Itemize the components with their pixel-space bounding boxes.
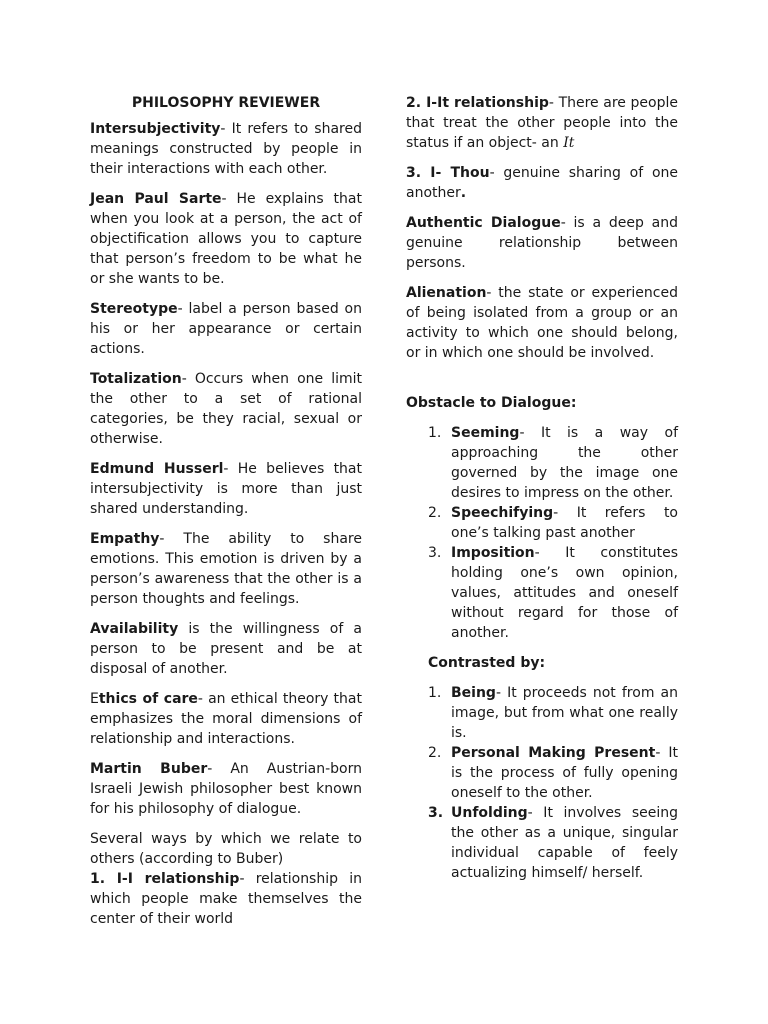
list-item xyxy=(406,503,678,543)
definition: - It constitutes holding one’s own opinion, values, attitudes and oneself without regard for those of another. xyxy=(451,545,678,641)
list-item xyxy=(406,803,678,883)
definition: - genuine sharing of one another xyxy=(406,165,678,201)
definition: - It proceeds not from an image, but from what one really is. xyxy=(451,685,678,741)
definition: - It is a way of approaching the other governed by the image one desires to impress on the other. xyxy=(451,425,678,501)
list-number: 1. xyxy=(428,425,442,441)
list-item xyxy=(406,683,678,743)
obstacle-list xyxy=(406,423,678,643)
term: Speechifying xyxy=(451,505,554,521)
definition: - There are people that treat the other people into the status if an object- an xyxy=(406,95,678,151)
obstacle-heading: Obstacle to Dialogue: xyxy=(406,395,577,411)
term: 1. I-I relationship xyxy=(90,871,240,887)
contrast-list xyxy=(406,683,678,883)
entry-husserl xyxy=(90,459,362,519)
list-item xyxy=(406,423,678,503)
list-item xyxy=(406,743,678,803)
entry-stereotype xyxy=(90,299,362,359)
term: Authentic Dialogue xyxy=(406,215,561,231)
definition: - It refers to one’s talking past another xyxy=(451,505,678,541)
definition: - He believes that intersubjectivity is more than just shared understanding. xyxy=(90,461,362,517)
entry-ethics-of-care xyxy=(90,689,362,749)
way-2 xyxy=(406,93,678,153)
definition: - It is the process of fully opening oneself to the other. xyxy=(451,745,678,801)
definition: - It involves seeing the other as a unique, singular individual capable of feely actualizing himself/ herself. xyxy=(451,805,678,881)
entry-availability xyxy=(90,619,362,679)
list-number: 2. xyxy=(428,505,442,521)
italic-word: It xyxy=(563,135,575,151)
term: Being xyxy=(451,685,496,701)
term: Alienation xyxy=(406,285,487,301)
list-number: 2. xyxy=(428,745,442,761)
entry-alienation xyxy=(406,283,678,363)
term: Seeming xyxy=(451,425,520,441)
term: Stereotype xyxy=(90,301,178,317)
entry-intersubjectivity xyxy=(90,119,362,179)
definition: - is a deep and genuine relationship between persons. xyxy=(406,215,678,271)
list-number: 3. xyxy=(428,805,444,821)
list-number: 1. xyxy=(428,685,442,701)
right-column xyxy=(406,93,678,893)
left-column xyxy=(90,93,362,929)
term: Unfolding xyxy=(451,805,528,821)
term: 3. I- Thou xyxy=(406,165,490,181)
term-prefix: E xyxy=(90,691,99,707)
definition: - relationship in which people make themselves the center of their world xyxy=(90,871,362,927)
ways-intro: Several ways by which we relate to others (according to Buber) xyxy=(90,831,362,867)
definition: - The ability to share emotions. This emotion is driven by a person’s awareness that the other is a person thoughts and feelings. xyxy=(90,531,362,607)
term: Edmund Husserl xyxy=(90,461,224,477)
definition: is the willingness of a person to be present and be at disposal of another. xyxy=(90,621,362,677)
term: Empathy xyxy=(90,531,160,547)
definition: - the state or experienced of being isolated from a group or an activity to which one should belong, or in which one should be involved. xyxy=(406,285,678,361)
ways-block xyxy=(90,829,362,929)
definition: - Occurs when one limit the other to a set of rational categories, be they racial, sexual or otherwise. xyxy=(90,371,362,447)
definition: - label a person based on his or her appearance or certain actions. xyxy=(90,301,362,357)
term: Availability xyxy=(90,621,179,637)
term: Imposition xyxy=(451,545,535,561)
page-title: PHILOSOPHY REVIEWER xyxy=(131,95,321,111)
definition: - an ethical theory that emphasizes the moral dimensions of relationship and interactions. xyxy=(90,691,362,747)
period: . xyxy=(460,185,467,201)
spacer xyxy=(406,373,678,393)
entry-sarte xyxy=(90,189,362,289)
definition: - He explains that when you look at a person, the act of objectification allows you to capture that person’s freedom to be what he or she wants to be. xyxy=(90,191,362,287)
entry-empathy xyxy=(90,529,362,609)
list-number: 3. xyxy=(428,545,442,561)
way-1 xyxy=(90,869,362,929)
definition: - It refers to shared meanings constructed by people in their interactions with each other. xyxy=(90,121,362,177)
entry-authentic-dialogue xyxy=(406,213,678,273)
term: Jean Paul Sarte xyxy=(90,191,222,207)
term: thics of care xyxy=(98,691,198,707)
entry-buber xyxy=(90,759,362,819)
definition: - An Austrian-born Israeli Jewish philosopher best known for his philosophy of dialogue. xyxy=(90,761,362,817)
term: 2. I-It relationship xyxy=(406,95,549,111)
way-3 xyxy=(406,163,678,203)
term: Personal Making Present xyxy=(451,745,656,761)
entry-totalization xyxy=(90,369,362,449)
contrast-heading: Contrasted by: xyxy=(428,655,546,671)
term: Martin Buber xyxy=(90,761,208,777)
list-item xyxy=(406,543,678,643)
term: Intersubjectivity xyxy=(90,121,221,137)
term: Totalization xyxy=(90,371,182,387)
